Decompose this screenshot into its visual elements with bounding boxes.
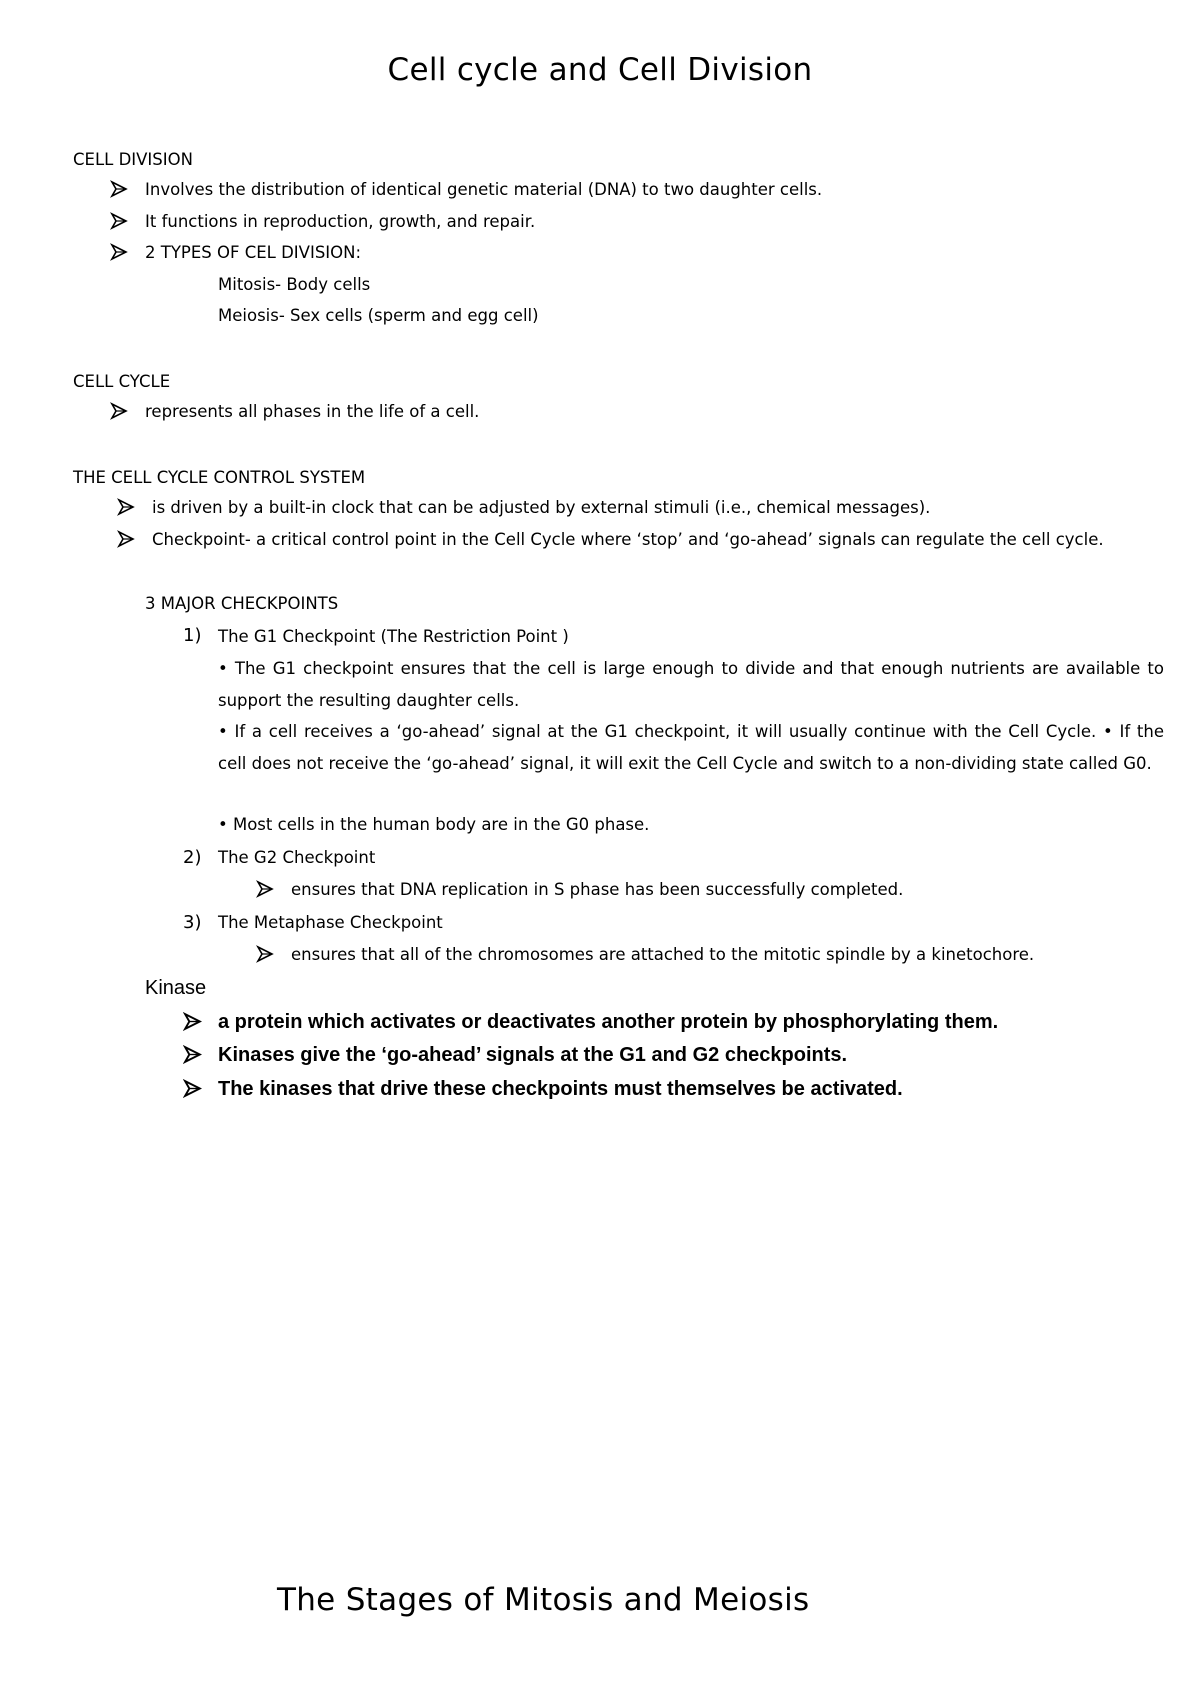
cell-cycle-heading: CELL CYCLE bbox=[73, 372, 171, 391]
kinase-bullet: a protein which activates or deactivates another protein by phosphorylating them. bbox=[218, 1011, 999, 1033]
major-checkpoints-heading: 3 MAJOR CHECKPOINTS bbox=[145, 594, 339, 613]
checkpoint-title: The G2 Checkpoint bbox=[218, 848, 376, 867]
arrow-bullet-icon bbox=[183, 1012, 203, 1032]
control-system-bullet: Checkpoint- a critical control point in the Cell Cycle where ‘stop’ and ‘go-ahead’ signals can regulate the cell cycle. bbox=[152, 530, 1104, 549]
checkpoint-title: The Metaphase Checkpoint bbox=[218, 913, 443, 932]
division-type-item: Meiosis- Sex cells (sperm and egg cell) bbox=[218, 306, 539, 325]
arrow-bullet-icon bbox=[183, 1045, 203, 1065]
kinase-heading: Kinase bbox=[145, 977, 207, 999]
control-system-bullet: is driven by a built-in clock that can be adjusted by external stimuli (i.e., chemical messages). bbox=[152, 498, 931, 517]
checkpoint-bullet: ensures that all of the chromosomes are attached to the mitotic spindle by a kinetochore. bbox=[291, 945, 1035, 964]
arrow-bullet-icon bbox=[117, 530, 137, 550]
arrow-bullet-icon bbox=[110, 243, 130, 263]
checkpoint-number: 3) bbox=[183, 912, 202, 933]
checkpoint-paragraph: • If a cell receives a ‘go-ahead’ signal at the G1 checkpoint, it will usually continue with the Cell Cycle. • If the cell does not receive the ‘go-ahead’ signal, it will exit the Cell Cycle and switch to a non-dividing state called G0. bbox=[218, 722, 1164, 773]
arrow-bullet-icon bbox=[110, 212, 130, 232]
arrow-bullet-icon bbox=[117, 498, 137, 518]
arrow-bullet-icon bbox=[183, 1079, 203, 1099]
document-title: Cell cycle and Cell Division bbox=[387, 52, 813, 88]
cell-division-heading: CELL DIVISION bbox=[73, 150, 193, 169]
checkpoint-paragraph: • The G1 checkpoint ensures that the cell is large enough to divide and that enough nutrients are available to support the resulting daughter cells. bbox=[218, 659, 1164, 710]
section-title: The Stages of Mitosis and Meiosis bbox=[277, 1582, 810, 1618]
cell-cycle-bullet: represents all phases in the life of a cell. bbox=[145, 402, 480, 421]
kinase-bullet: Kinases give the ‘go-ahead’ signals at the G1 and G2 checkpoints. bbox=[218, 1044, 848, 1066]
cell-division-bullet: Involves the distribution of identical genetic material (DNA) to two daughter cells. bbox=[145, 180, 823, 199]
checkpoint-bullet: ensures that DNA replication in S phase has been successfully completed. bbox=[291, 880, 904, 899]
kinase-bullet: The kinases that drive these checkpoints must themselves be activated. bbox=[218, 1078, 903, 1100]
checkpoint-number: 1) bbox=[183, 625, 202, 646]
arrow-bullet-icon bbox=[110, 180, 130, 200]
control-system-heading: THE CELL CYCLE CONTROL SYSTEM bbox=[73, 468, 366, 487]
checkpoint-paragraph: • Most cells in the human body are in the G0 phase. bbox=[218, 815, 650, 834]
division-type-item: Mitosis- Body cells bbox=[218, 275, 371, 294]
checkpoint-title: The G1 Checkpoint (The Restriction Point ) bbox=[218, 627, 569, 646]
arrow-bullet-icon bbox=[256, 945, 276, 965]
cell-division-bullet: It functions in reproduction, growth, and repair. bbox=[145, 212, 536, 231]
arrow-bullet-icon bbox=[256, 880, 276, 900]
cell-division-bullet: 2 TYPES OF CEL DIVISION: bbox=[145, 243, 362, 262]
arrow-bullet-icon bbox=[110, 402, 130, 422]
checkpoint-number: 2) bbox=[183, 847, 202, 868]
